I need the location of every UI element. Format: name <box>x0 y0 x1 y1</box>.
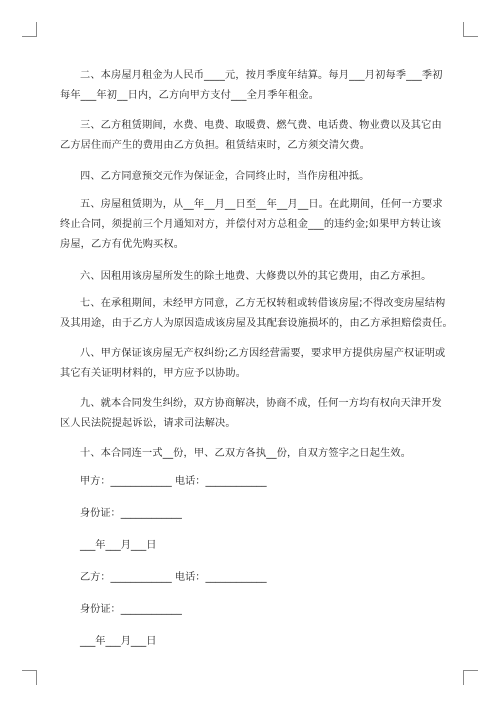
clause-line: 七、在承租期间，未经甲方同意，乙方无权转租或转借该房屋;不得改变房屋结构 <box>80 298 446 309</box>
clause-copies <box>60 444 445 464</box>
party-b-line: 乙方：____________ 电话：____________ <box>80 572 267 583</box>
clause-line: 及其用途，由于乙方人为原因造成该房屋及其配套设施损坏的，由乙方承担赔偿责任。 <box>60 318 453 329</box>
clause-line: 八、甲方保证该房屋无产权纠纷;乙方因经营需要，要求甲方提供房屋产权证明或 <box>80 348 446 359</box>
clause-sublease <box>60 294 453 334</box>
crop-mark-top-right <box>463 22 478 37</box>
party-a-line: 甲方：____________ 电话：____________ <box>80 476 267 487</box>
crop-mark-top-left <box>22 22 37 37</box>
party-a-date-line: ___年___月___日 <box>80 540 157 551</box>
clause-line: 乙方居住而产生的费用由乙方负担。租赁结束时，乙方须交清欠费。 <box>60 140 371 151</box>
party-b-date-line: ___年___月___日 <box>80 636 157 647</box>
clause-line: 区人民法院提起诉讼，请求司法解决。 <box>60 418 236 429</box>
clause-line: 六、因租用该房屋所发生的除土地费、大修费以外的其它费用，由乙方承担。 <box>80 271 432 282</box>
clause-term <box>60 195 445 255</box>
clause-line: 每年___年初__日内，乙方向甲方支付___全月季年租金。 <box>60 90 320 101</box>
clause-line: 五、房屋租赁期为，从__年__月__日至__年__月__日。在此期间，任何一方要求 <box>80 199 443 210</box>
clause-line: 三、乙方租赁期间，水费、电费、取暖费、燃气费、电话费、物业费以及其它由 <box>80 120 442 131</box>
clause-line: 终止合同，须提前三个月通知对方，并偿付对方总租金___的违约金;如果甲方转让该 <box>60 219 442 230</box>
party-a-id-line: 身份证：____________ <box>80 508 182 519</box>
clause-line: 四、乙方同意预交元作为保证金，合同终止时，当作房租冲抵。 <box>80 171 370 182</box>
clause-line: 房屋，乙方有优先购买权。 <box>60 239 185 250</box>
clause-ownership <box>60 344 445 384</box>
crop-mark-bottom-right <box>463 670 478 685</box>
party-b-id-line: 身份证：____________ <box>80 604 182 615</box>
clause-deposit <box>60 167 445 187</box>
clause-rent <box>60 66 445 106</box>
clause-other-costs <box>60 267 445 287</box>
clause-line: 十、本合同连一式__份，甲、乙双方各执__份，自双方签字之日起生效。 <box>80 448 412 459</box>
clause-disputes <box>60 394 445 434</box>
clause-fees <box>60 116 445 156</box>
crop-mark-bottom-left <box>22 670 37 685</box>
clause-line: 其它有关证明材料的，甲方应予以协助。 <box>60 368 247 379</box>
clause-line: 九、就本合同发生纠纷，双方协商解决，协商不成，任何一方均有权向天津开发 <box>80 398 442 409</box>
clause-line: 二、本房屋月租金为人民币____元，按月季度年结算。每月___月初每季___季初 <box>80 70 443 81</box>
